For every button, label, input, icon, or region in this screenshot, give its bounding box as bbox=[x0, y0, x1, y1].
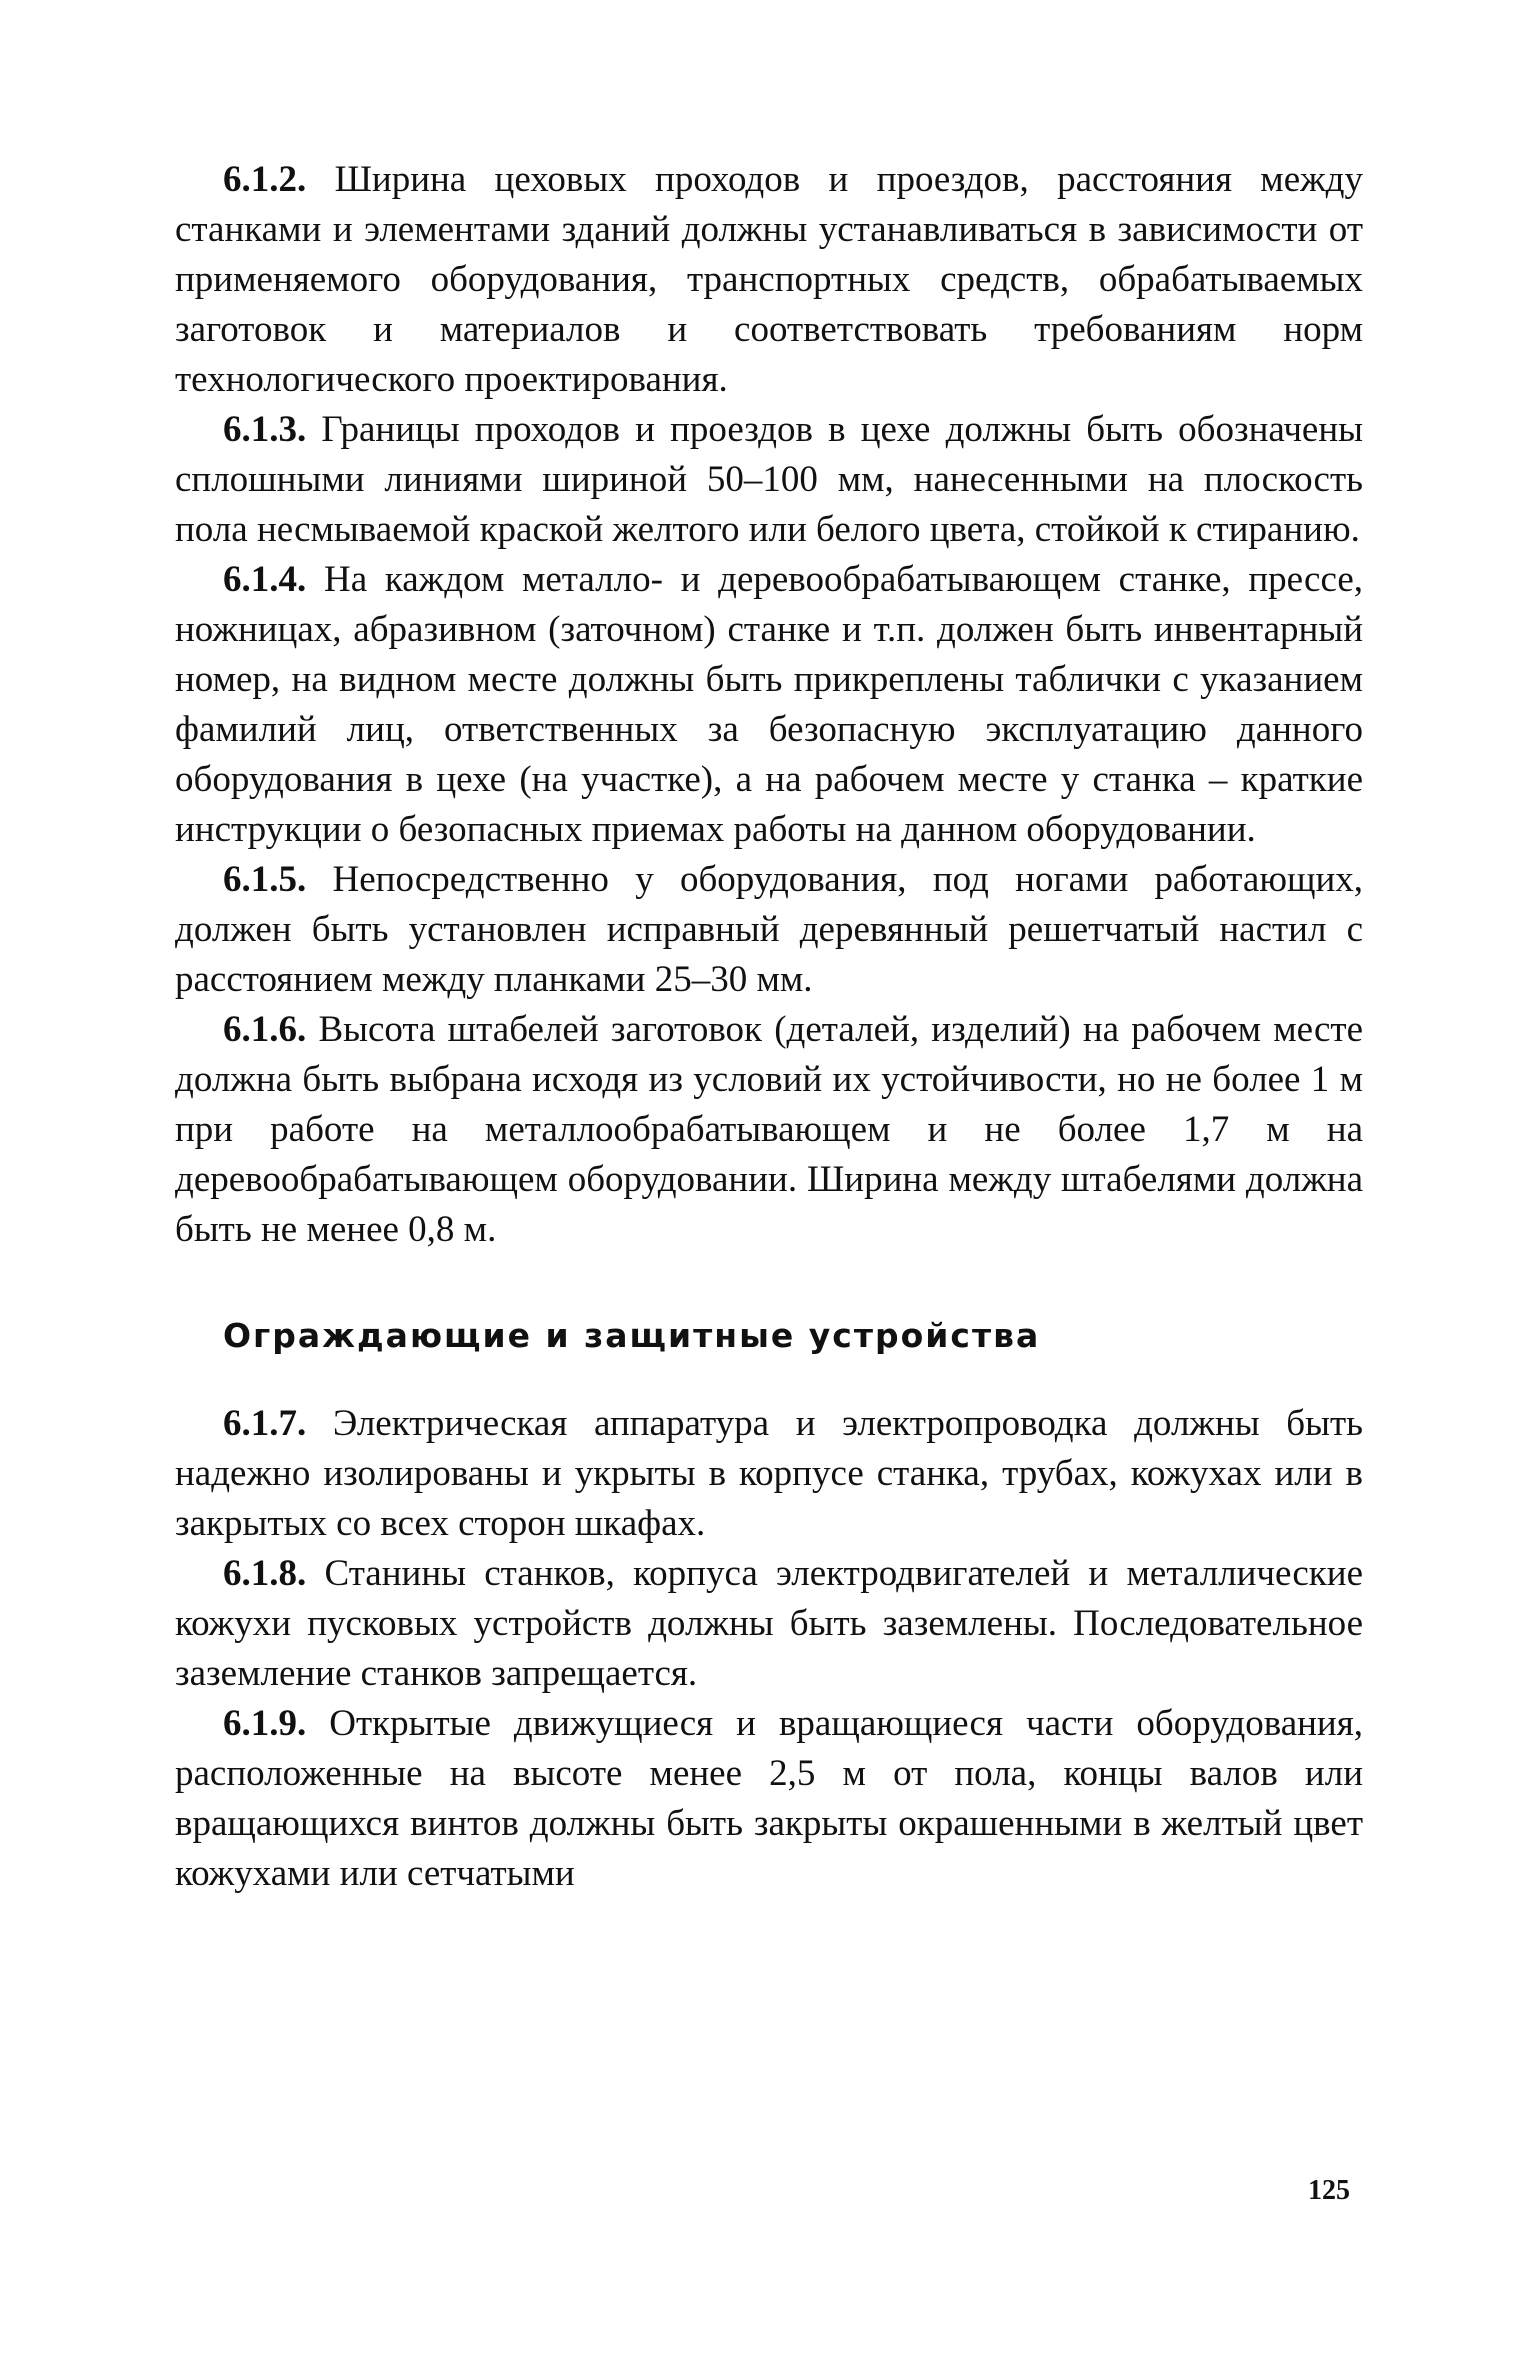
clause-number: 6.1.3. bbox=[223, 409, 307, 450]
clause-number: 6.1.5. bbox=[223, 859, 307, 900]
clause-text: Открытые движущиеся и вращающиеся части оборудования, расположенные на высоте менее 2,5 м от пола, концы валов или вращающихся винтов должны быть закрыты окрашенными в желтый цвет кожухами или сетчатыми bbox=[175, 1703, 1363, 1894]
clause-text: Станины станков, корпуса электродвигателей и металлические кожухи пусковых устройств должны быть заземлены. Последовательное заземление станков запрещается. bbox=[175, 1553, 1363, 1694]
page-number: 125 bbox=[1308, 2175, 1350, 2206]
clause-number: 6.1.6. bbox=[223, 1009, 307, 1050]
clause-text: На каждом металло- и деревообрабатывающем станке, прессе, ножницах, абразивном (заточном) станке и т.п. должен быть инвентарный номер, на видном месте должны быть прикреплены таблички с указанием фамилий лиц, ответственных за безопасную эксплуатацию данного оборудования в цехе (на участке), а на рабочем месте у станка – краткие инструкции о безопасных приемах работы на данном оборудовании. bbox=[175, 559, 1363, 850]
paragraph-6-1-2 bbox=[175, 155, 1363, 405]
paragraph-6-1-3 bbox=[175, 405, 1363, 555]
clause-text: Ширина цеховых проходов и проездов, расстояния между станками и элементами зданий должны устанавливаться в зависимости от применяемого оборудования, транспортных средств, обрабатываемых заготовок и материалов и соответствовать требованиям норм технологического проектирования. bbox=[175, 159, 1364, 400]
clause-text: Высота штабелей заготовок (деталей, изделий) на рабочем месте должна быть выбрана исходя из условий их устойчивости, но не более 1 м при работе на металлообрабатывающем и не более 1,7 м на деревообрабатывающем оборудовании. Ширина между штабелями должна быть не менее 0,8 м. bbox=[175, 1009, 1363, 1250]
clause-number: 6.1.4. bbox=[223, 559, 307, 600]
clause-text: Непосредственно у оборудования, под ногами работающих, должен быть установлен исправный деревянный решетчатый настил с расстоянием между планками 25–30 мм. bbox=[175, 859, 1364, 1000]
paragraph-6-1-9 bbox=[175, 1699, 1363, 1899]
clause-text: Электрическая аппаратура и электропроводка должны быть надежно изолированы и укрыты в корпусе станка, трубах, кожухах или в закрытых со всех сторон шкафах. bbox=[175, 1403, 1364, 1544]
paragraph-6-1-5 bbox=[175, 855, 1363, 1005]
clause-number: 6.1.2. bbox=[223, 159, 307, 200]
document-page bbox=[175, 155, 1363, 1899]
paragraph-6-1-8 bbox=[175, 1549, 1363, 1699]
clause-number: 6.1.9. bbox=[223, 1703, 307, 1744]
paragraph-6-1-6 bbox=[175, 1005, 1363, 1255]
paragraph-6-1-4 bbox=[175, 555, 1363, 855]
section-heading: Ограждающие и защитные устройства bbox=[223, 1316, 1041, 1355]
clause-text: Границы проходов и проездов в цехе должны быть обозначены сплошными линиями шириной 50–100 мм, нанесенными на плоскость пола несмываемой краской желтого или белого цвета, стойкой к стиранию. bbox=[175, 409, 1364, 550]
paragraph-6-1-7 bbox=[175, 1399, 1363, 1549]
clause-number: 6.1.8. bbox=[223, 1553, 307, 1594]
clause-number: 6.1.7. bbox=[223, 1403, 307, 1444]
